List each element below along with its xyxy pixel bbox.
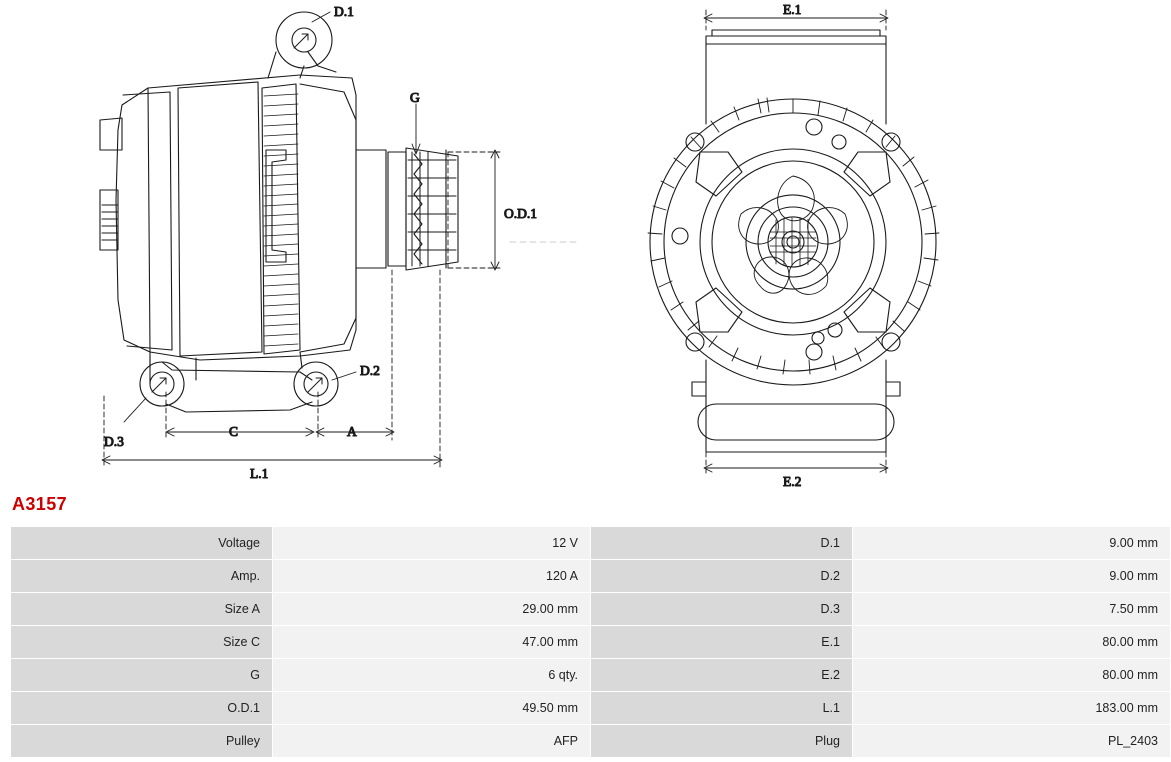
- spec-value: 80.00 mm: [853, 626, 1171, 659]
- spec-key: Size A: [11, 593, 273, 626]
- front-view-group: [648, 30, 939, 452]
- specification-table: [10, 526, 1171, 758]
- spec-value: 47.00 mm: [273, 626, 591, 659]
- table-row: [11, 725, 1171, 758]
- spec-key: D.2: [591, 560, 853, 593]
- side-view-group: [100, 12, 458, 412]
- part-code: A3157: [12, 494, 68, 514]
- spec-key: G: [11, 659, 273, 692]
- spec-value: 120 A: [273, 560, 591, 593]
- spec-value: 183.00 mm: [853, 692, 1171, 725]
- spec-key: Voltage: [11, 527, 273, 560]
- label-l1: L.1: [250, 466, 269, 481]
- specification-table-body: [11, 527, 1171, 758]
- table-row: [11, 692, 1171, 725]
- label-e1: E.1: [783, 2, 802, 17]
- side-view-dimensions: [102, 12, 580, 468]
- spec-key: Amp.: [11, 560, 273, 593]
- spline-teeth: [770, 218, 816, 266]
- table-row: [11, 527, 1171, 560]
- table-row: [11, 659, 1171, 692]
- label-d3: D.3: [104, 434, 124, 449]
- spec-value: 6 qty.: [273, 659, 591, 692]
- spec-value: 9.00 mm: [853, 560, 1171, 593]
- label-a: A: [347, 424, 357, 439]
- spec-key: L.1: [591, 692, 853, 725]
- spec-key: Pulley: [11, 725, 273, 758]
- front-view-dimensions: [704, 10, 888, 476]
- spec-value: 9.00 mm: [853, 527, 1171, 560]
- spec-key: D.1: [591, 527, 853, 560]
- table-row: [11, 560, 1171, 593]
- label-c: C: [229, 424, 239, 439]
- spec-value: 29.00 mm: [273, 593, 591, 626]
- spec-key: Plug: [591, 725, 853, 758]
- spec-key: E.1: [591, 626, 853, 659]
- spec-key: D.3: [591, 593, 853, 626]
- label-e2: E.2: [783, 474, 802, 489]
- spec-value: PL_2403: [853, 725, 1171, 758]
- label-d2: D.2: [360, 363, 380, 378]
- spec-key: O.D.1: [11, 692, 273, 725]
- label-g: G: [410, 90, 420, 105]
- table-row: [11, 626, 1171, 659]
- spec-value: AFP: [273, 725, 591, 758]
- label-od1: O.D.1: [504, 206, 537, 221]
- spec-value: 80.00 mm: [853, 659, 1171, 692]
- spec-key: Size C: [11, 626, 273, 659]
- spec-key: E.2: [591, 659, 853, 692]
- table-row: [11, 593, 1171, 626]
- spec-value: 49.50 mm: [273, 692, 591, 725]
- spec-value: 7.50 mm: [853, 593, 1171, 626]
- spec-value: 12 V: [273, 527, 591, 560]
- label-d1: D.1: [334, 4, 354, 19]
